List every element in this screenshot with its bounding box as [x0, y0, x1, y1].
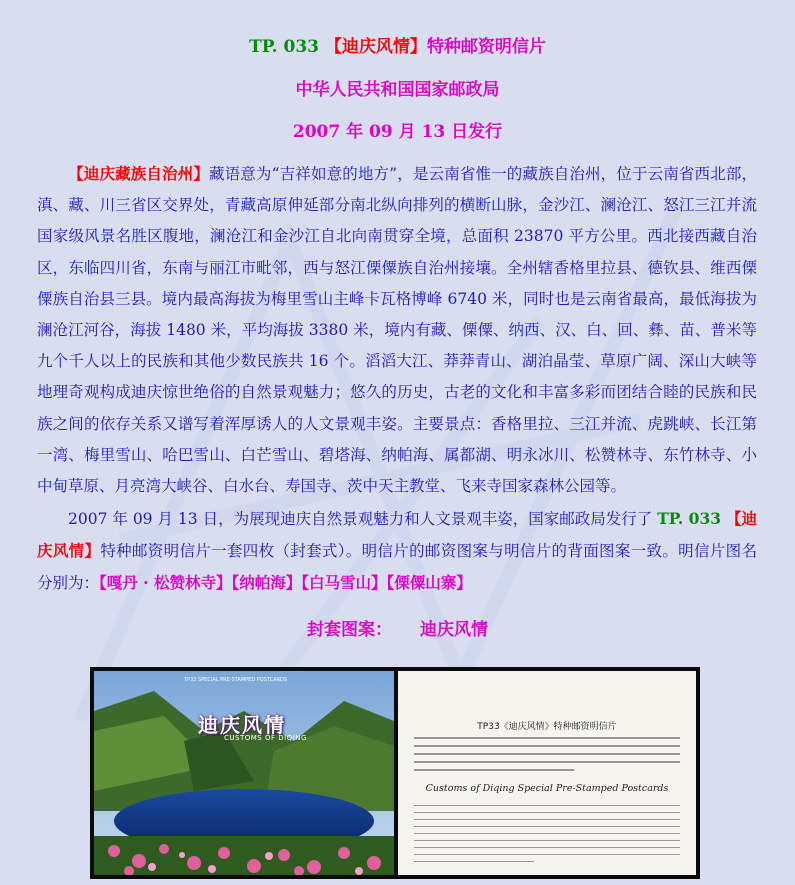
postcard-name-4: 【傈僳山寨】 [386, 573, 472, 593]
card-text-line [414, 761, 680, 763]
card-text-line [414, 812, 680, 813]
cover-label: 封套图案： [307, 620, 392, 640]
card-text-line [414, 847, 680, 848]
card-text-line [414, 840, 680, 841]
intro-lead: 【迪庆藏族自治州】 [68, 164, 209, 183]
postcard-back [398, 671, 696, 875]
card-title: TP33《迪庆风情》特种邮资明信片 [477, 722, 617, 732]
landscape-photo [94, 671, 394, 875]
card-text-line [414, 805, 680, 806]
postcard-name-2: 【纳帕海】 [231, 573, 302, 593]
issue-title: 【迪庆风情】 [37, 509, 757, 561]
card-text-line [414, 826, 680, 827]
issue-text2: 特种邮资明信片一套四枚（封套式）。明信片的邮资图案与明信片的背面图案一致。明信片图名分别为： [37, 542, 757, 593]
card-subtitle-rest: Special Pre-Stamped Postcards [514, 783, 669, 794]
card-subtitle [398, 783, 696, 794]
issue-paragraph [37, 503, 757, 600]
cover-name: 迪庆风情 [420, 620, 488, 640]
issue-date: 2007 年 09 月 13 日发行 [292, 122, 503, 142]
card-text-line [414, 833, 680, 834]
photo-title: 迪庆风情 [198, 713, 286, 737]
card-subtitle-italic: Customs of Diqing [425, 783, 515, 794]
card-text-line [414, 769, 574, 771]
card-text-line [414, 819, 680, 820]
cover-heading [0, 615, 795, 640]
intro-body: 藏语意为“吉祥如意的地方”，是云南省惟一的藏族自治州，位于云南省西北部，滇、藏、川三省区交界处，青藏高原伸延部分南北纵向排列的横断山脉，金沙江、澜沧江、怒江三江并流国家级风景名胜区腹地，澜沧江和金沙江自北向南贯穿全境，总面积 23870 平方公里。西北接西藏自治区，东临四川省，东南与丽江市毗邻，西与怒江傈僳族自治州接壤。全州辖香格里拉县、德钦县、维西傈僳族自治县三县。境内最高海拔为梅里雪山主峰卡瓦格博峰 6740 米，同时也是云南省最高，最低海拔为澜沧江河谷，海拔 1480 米，平均海拔 3380 米，境内有藏、傈僳、纳西、汉、白、回、彝、苗、普米等九个千人以上的民族和其他少数民族共 16 个。滔滔大江、莽莽青山、湖泊晶莹、草原广阔、深山大峡等地理奇观构成迪庆惊世绝俗的自然景观魅力；悠久的历史，古老的文化和丰富多彩而团结合睦的民族和民族之间的依存关系又谱写着浑厚诱人的人文景观丰姿。主要景点：香格里拉、三江并流、虎跳峡、长江第一湾、梅里雪山、哈巴雪山、白芒雪山、碧塔海、纳帕海、属都湖、明永冰川、松赞林寺、东竹林寺、小中甸草原、月亮湾大峡谷、白水台、寿国寺、茨中天主教堂、飞来寺国家森林公园等。 [37, 165, 757, 496]
title-code: TP. 033 [249, 37, 320, 57]
issuer: 中华人民共和国国家邮政局 [295, 80, 500, 100]
photo-top-text: TP33 SPECIAL PRE-STAMPED POSTCARDS [184, 677, 288, 683]
title-bracket: 【迪庆风情】 [324, 37, 427, 57]
postcard-name-3: 【白马雪山】 [301, 573, 387, 593]
card-text-line [414, 854, 680, 855]
issue-code: TP. 033 [657, 509, 722, 528]
page-title [0, 32, 795, 57]
card-text-line [414, 745, 680, 747]
card-text-line [414, 753, 680, 755]
issue-text1: 2007 年 09 月 13 日，为展现迪庆自然景观魅力和人文景观丰姿，国家邮政局发行了 [68, 510, 658, 528]
card-text-line [414, 737, 680, 739]
landscape-illustration [94, 671, 394, 875]
cover-image [90, 667, 700, 879]
title-rest: 特种邮资明信片 [426, 37, 546, 57]
intro-paragraph [37, 158, 757, 502]
photo-subtitle: CUSTOMS OF DIQING [224, 734, 307, 742]
postcard-name-1: 【嘎丹 · 松赞林寺】 [99, 573, 232, 593]
card-text-line [414, 861, 534, 862]
